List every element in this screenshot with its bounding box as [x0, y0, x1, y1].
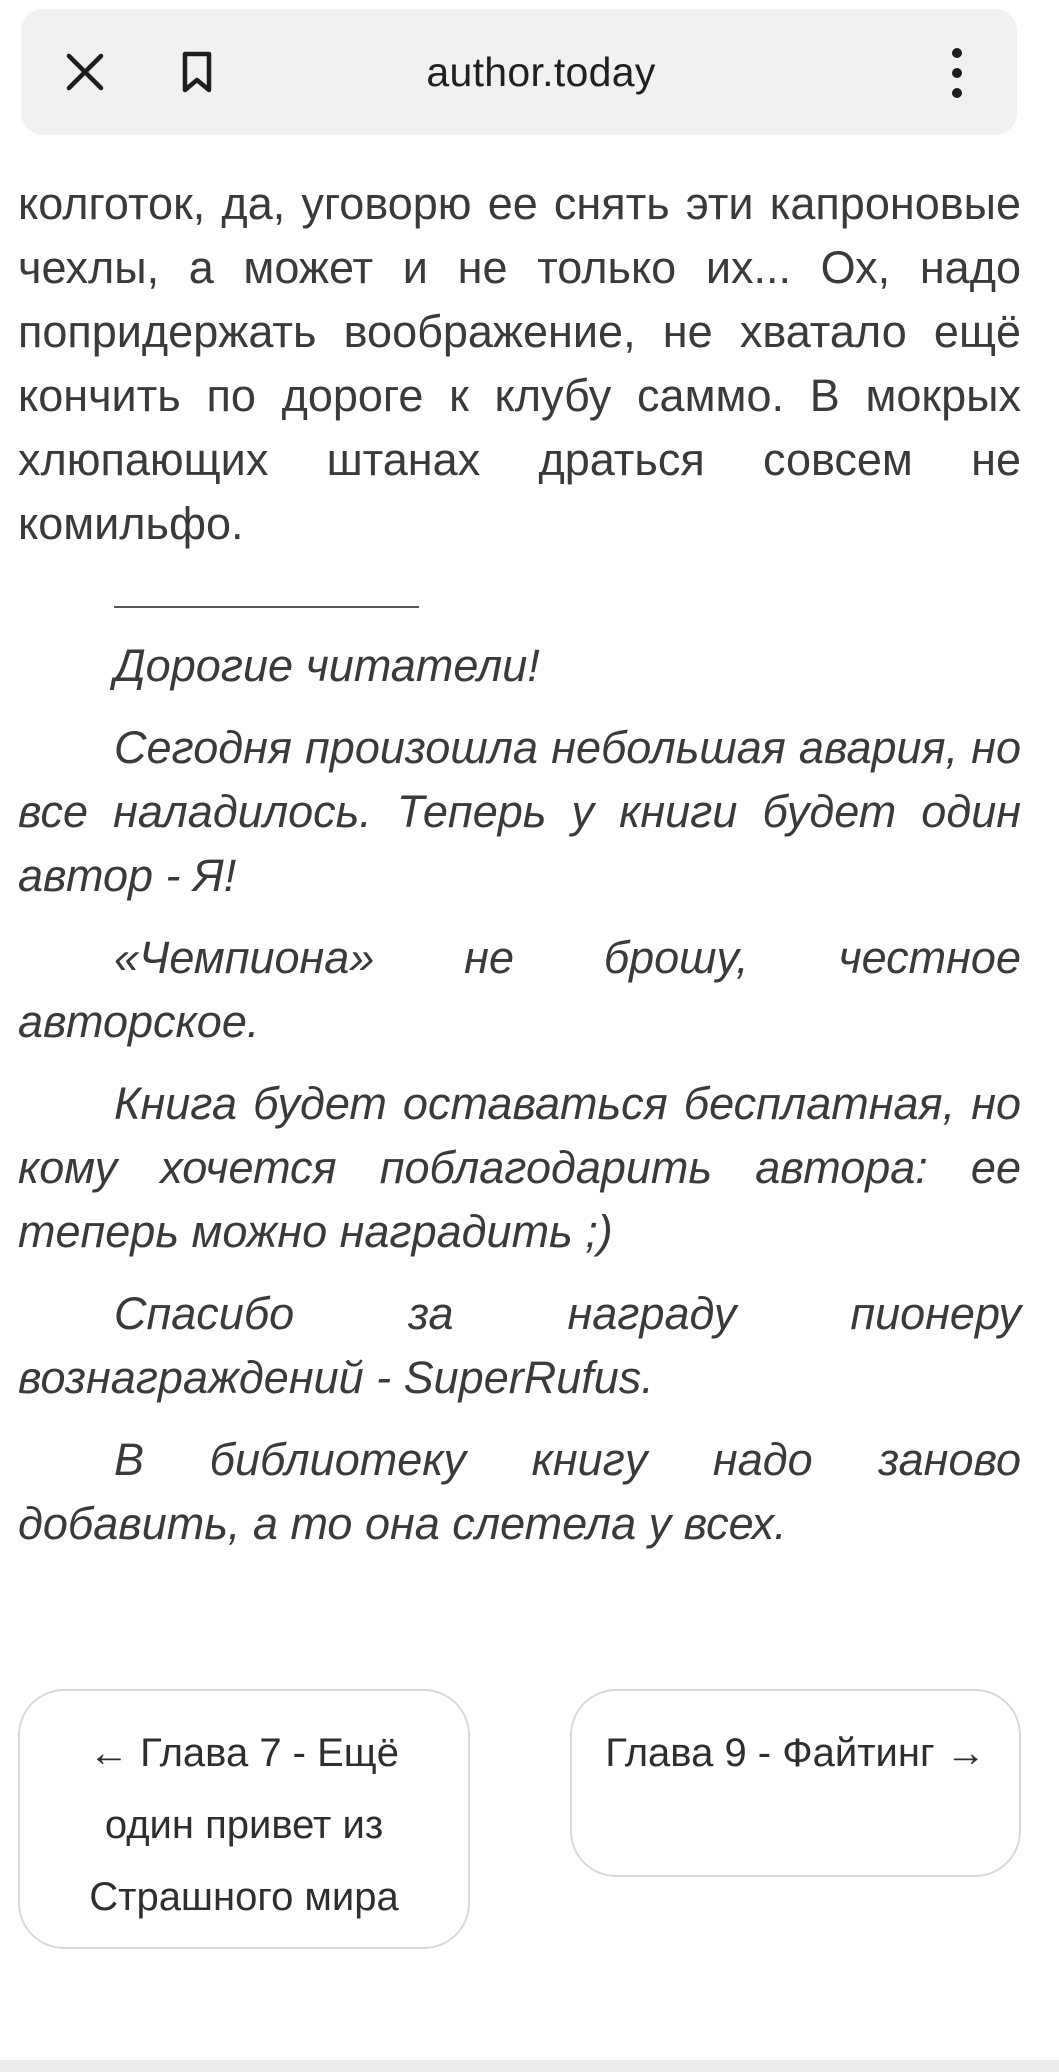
close-icon[interactable] — [61, 48, 109, 96]
chapter-navigation — [18, 1689, 1021, 1949]
note-separator — [114, 606, 419, 608]
chapter-paragraph: колготок, да, уговорю ее снять эти капроновые чехлы, а может и не только их... Ох, надо попридержать воображение, не хватало ещё кончить по дороге к клубу саммо. В мокрых хлюпающих штанах драться совсем не комильфо. — [18, 178, 1021, 549]
browser-toolbar — [0, 0, 1059, 148]
note-paragraph-2: «Чемпиона» не брошу, честное авторское. — [18, 932, 1021, 1047]
note-paragraph-1: Сегодня произошла небольшая авария, но все наладилось. Теперь у книги будет один автор - Я! — [18, 722, 1021, 901]
note-paragraph-5: В библиотеку книгу надо заново добавить, а то она слетела у всех. — [18, 1434, 1021, 1549]
bookmark-icon[interactable] — [173, 48, 221, 96]
author-note — [18, 634, 1021, 1556]
next-chapter-button[interactable]: Глава 9 - Файтинг → — [570, 1689, 1021, 1877]
previous-chapter-button[interactable]: ← Глава 7 - Ещё один привет из Страшного мира — [18, 1689, 470, 1949]
url-text[interactable]: author.today — [426, 49, 656, 95]
note-paragraph-4: Спасибо за награду пионеру вознаграждений - SuperRufus. — [18, 1288, 1021, 1403]
note-paragraph-3: Книга будет оставаться бесплатная, но кому хочется поблагодарить автора: ее теперь можно наградить ;) — [18, 1078, 1021, 1257]
more-vertical-icon[interactable] — [937, 45, 977, 101]
chapter-content — [18, 118, 1021, 1574]
note-greeting: Дорогие читатели! — [114, 640, 540, 691]
bottom-edge — [0, 2060, 1059, 2072]
address-bar — [21, 9, 1017, 135]
